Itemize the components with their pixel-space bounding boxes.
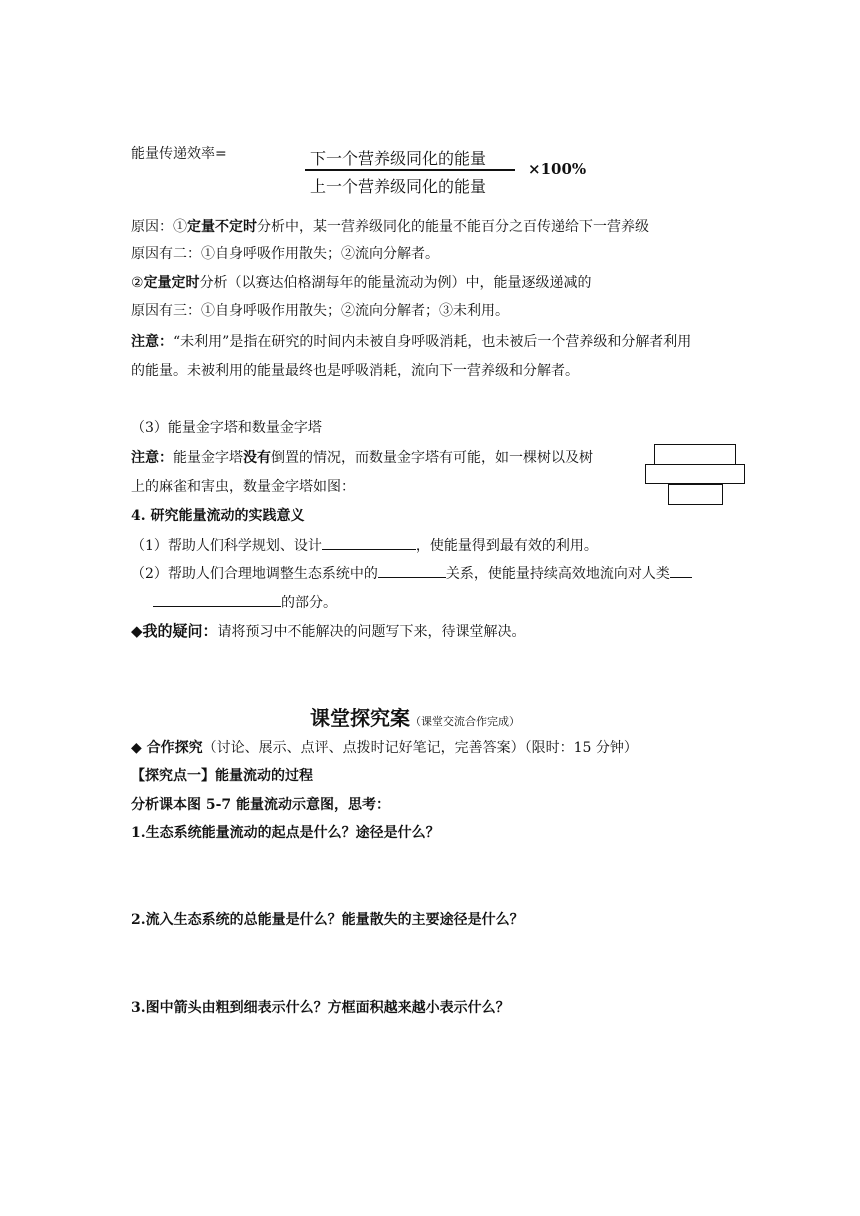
reason-line-1: 原因：①定量不定时分析中，某一营养级同化的能量不能百分之百传递给下一营养级 (131, 219, 649, 235)
formula-denominator: 上一个营养级同化的能量 (310, 177, 487, 196)
inquiry-point-1: 【探究点一】能量流动的过程 (131, 768, 313, 784)
note-line-1: 注意：“未利用”是指在研究的时间内未被自身呼吸消耗，也未被后一个营养级和分解者利用 (131, 334, 692, 350)
practice-item-2: （2）帮助人们合理地调整生态系统中的 关系，使能量持续高效地流向对人类 (131, 563, 692, 583)
pyramid-tier-top (654, 444, 736, 466)
blank-1[interactable] (322, 535, 416, 550)
question-3: 3.图中箭头由粗到细表示什么？方框面积越来越小表示什么？ (131, 1000, 510, 1016)
blank-3a[interactable] (670, 563, 692, 578)
practice-item-2-cont: 的部分。 (153, 592, 337, 612)
pyramid-tier-bottom (668, 484, 723, 505)
pyramid-note-line-1: 注意：能量金字塔没有倒置的情况，而数量金字塔有可能，如一棵树以及树 (131, 450, 593, 466)
fraction-bar (305, 169, 515, 171)
blank-3b[interactable] (153, 592, 281, 607)
my-question: ◆我的疑问：请将预习中不能解决的问题写下来，待课堂解决。 (131, 622, 526, 640)
analyze-instruction: 分析课本图 5-7 能量流动示意图，思考： (131, 797, 391, 813)
pyramid-note-line-2: 上的麻雀和害虫，数量金字塔如图： (131, 479, 355, 495)
pyramid-tier-middle (645, 464, 745, 484)
reason-line-4: 原因有三：①自身呼吸作用散失；②流向分解者；③未利用。 (131, 303, 509, 319)
pyramid-heading: （3）能量金字塔和数量金字塔 (131, 420, 322, 436)
reason-line-3: ②定量定时分析（以赛达伯格湖每年的能量流动为例）中，能量逐级递减的 (131, 275, 592, 291)
question-1: 1.生态系统能量流动的起点是什么？途径是什么？ (131, 825, 440, 841)
blank-2[interactable] (378, 563, 446, 578)
note-line-2: 的能量。未被利用的能量最终也是呼吸消耗，流向下一营养级和分解者。 (131, 363, 579, 379)
section-title: 课堂探究案（课堂交流合作完成） (310, 706, 520, 730)
formula-numerator: 下一个营养级同化的能量 (310, 149, 487, 168)
question-2: 2.流入生态系统的总能量是什么？能量散失的主要途径是什么？ (131, 912, 524, 928)
practice-item-1: （1）帮助人们科学规划、设计 ，使能量得到最有效的利用。 (131, 535, 598, 555)
practice-heading: 4. 研究能量流动的实践意义 (131, 508, 305, 524)
formula-multiplier: ×100% (528, 160, 587, 178)
formula-label: 能量传递效率= (131, 146, 227, 162)
reason-line-2: 原因有二：①自身呼吸作用散失；②流向分解者。 (131, 246, 439, 262)
cooperative-inquiry: ◆ 合作探究（讨论、展示、点评、点拨时记好笔记，完善答案）（限时：15 分钟） (131, 740, 638, 756)
